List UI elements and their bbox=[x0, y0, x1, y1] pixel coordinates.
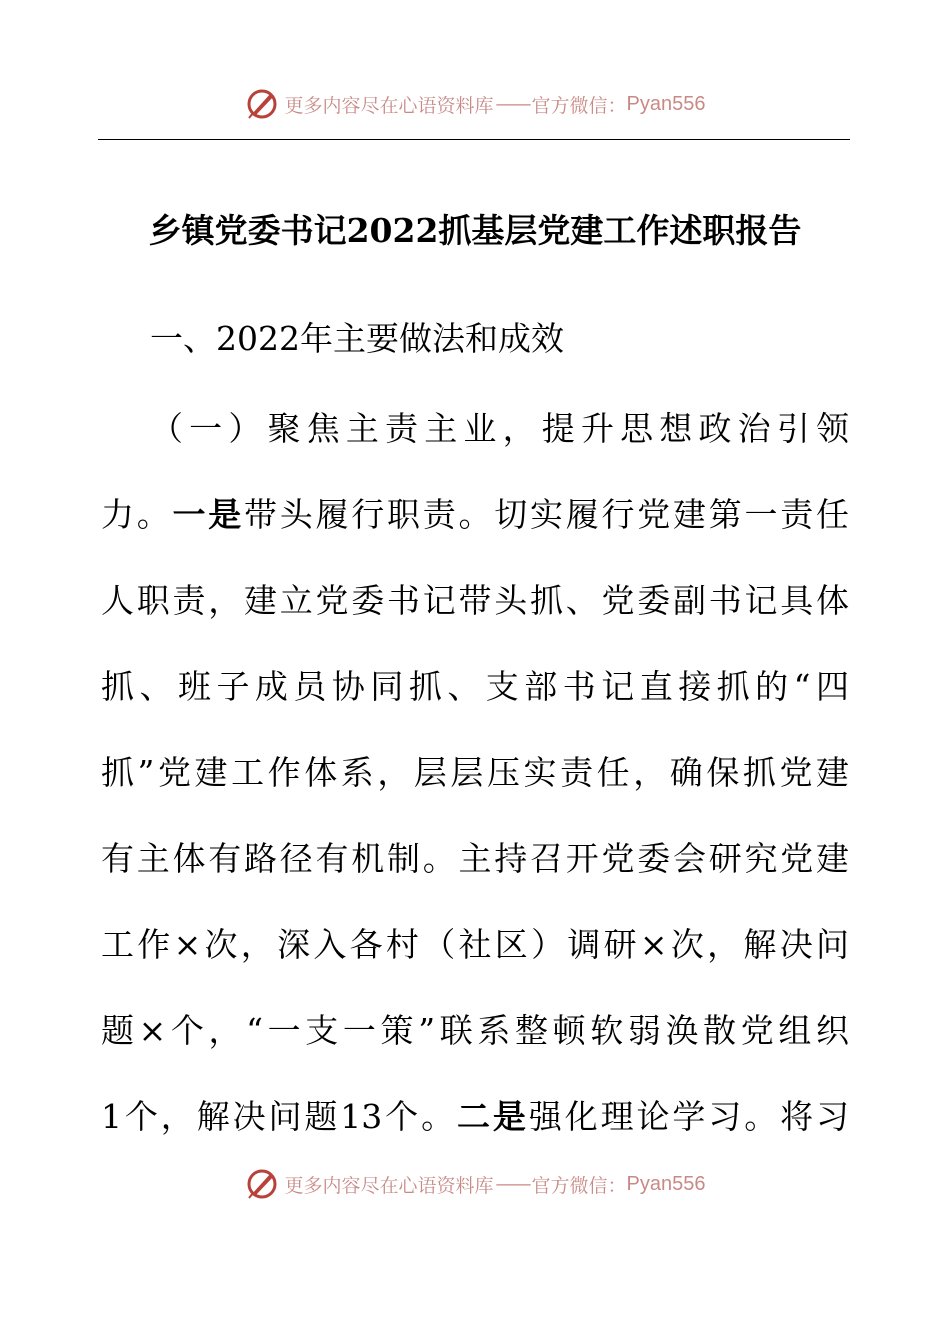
watermark-main-text: 更多内容尽在心语资料库 bbox=[284, 94, 494, 117]
body-line: 抓”党建工作体系，层层压实责任，确保抓党建 bbox=[101, 753, 849, 792]
body-line: 题×个，“一支一策”联系整顿软弱涣散党组织 bbox=[101, 1011, 849, 1050]
watermark-id: Pyan556 bbox=[626, 92, 706, 115]
bold-lead: 一是 bbox=[172, 495, 244, 534]
body-text: 带头履行职责。切实履行党建第一责任 bbox=[244, 495, 849, 534]
body-line bbox=[101, 1092, 849, 1142]
body-line bbox=[101, 490, 849, 540]
watermark-label: 官方微信： bbox=[531, 94, 627, 117]
body-line: 抓、班子成员协同抓、支部书记直接抓的“四 bbox=[101, 667, 849, 706]
watermark-main-text: 更多内容尽在心语资料库 bbox=[284, 1174, 494, 1197]
body-text: 1个，解决问题13个。 bbox=[101, 1097, 457, 1136]
section-heading: 一、2022年主要做法和成效 bbox=[150, 319, 564, 358]
watermark-label: 官方微信： bbox=[531, 1174, 627, 1197]
watermark-dash: —— bbox=[495, 1173, 530, 1195]
watermark-footer bbox=[0, 1164, 950, 1204]
body-line: 工作×次，深入各村（社区）调研×次，解决问 bbox=[101, 925, 849, 964]
header-rule bbox=[98, 139, 850, 140]
body-line: 人职责，建立党委书记带头抓、党委副书记具体 bbox=[101, 581, 849, 620]
body-text: 强化理论学习。将习 bbox=[528, 1097, 850, 1136]
body-line: 有主体有路径有机制。主持召开党委会研究党建 bbox=[101, 839, 849, 878]
watermark-header bbox=[0, 84, 950, 124]
watermark-id: Pyan556 bbox=[626, 1172, 706, 1195]
quill-logo-icon bbox=[245, 1167, 279, 1201]
body-line: （一）聚焦主责主业，提升思想政治引领 bbox=[150, 409, 849, 448]
quill-logo-icon bbox=[245, 87, 279, 121]
bold-lead: 二是 bbox=[457, 1097, 529, 1136]
body-text: 力。 bbox=[101, 495, 173, 534]
document-title: 乡镇党委书记2022抓基层党建工作述职报告 bbox=[148, 211, 802, 250]
watermark-dash: —— bbox=[495, 93, 530, 115]
